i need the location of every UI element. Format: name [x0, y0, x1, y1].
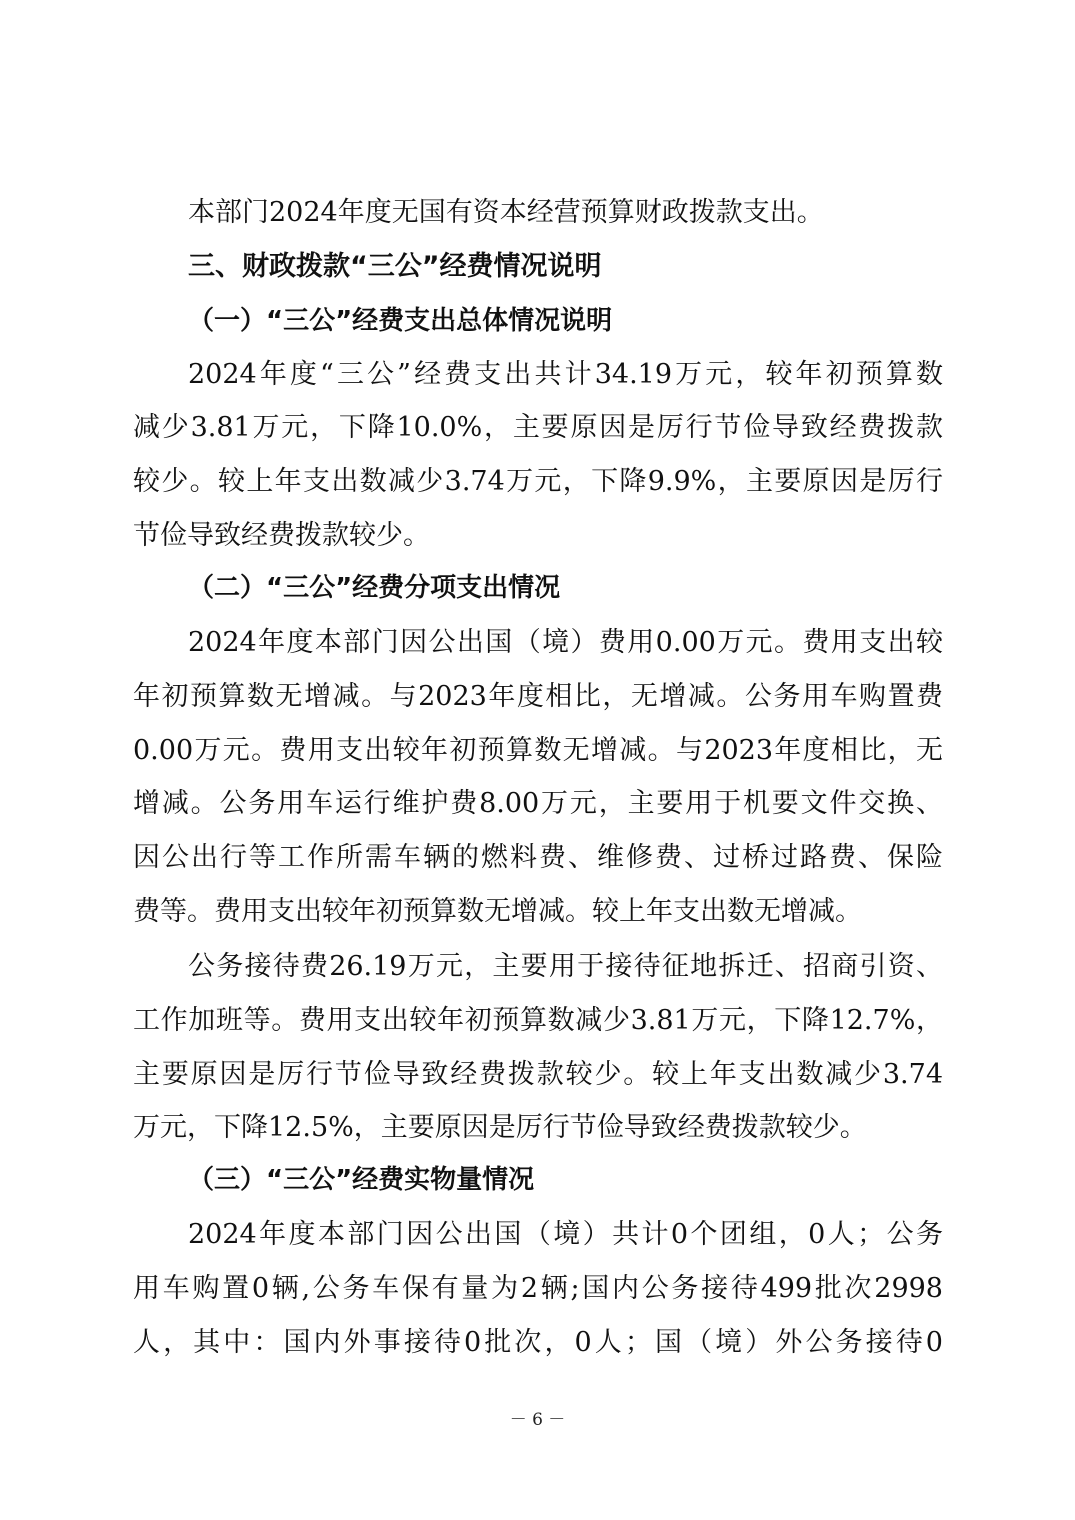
paragraph-line: 人，其中：国内外事接待0批次，0人；国（境）外公务接待0 [133, 1327, 943, 1358]
paragraph-line: 节俭导致经费拨款较少。 [133, 520, 430, 551]
subsection-heading: （二）“三公”经费分项支出情况 [188, 573, 561, 603]
paragraph-line: 本部门2024年度无国有资本经营预算财政拨款支出。 [188, 197, 824, 228]
paragraph-line: 主要原因是厉行节俭导致经费拨款较少。较上年支出数减少3.74 [133, 1059, 943, 1090]
paragraph-line: 费等。费用支出较年初预算数无增减。较上年支出数无增减。 [133, 896, 862, 927]
paragraph-line: 2024年度本部门因公出国（境）共计0个团组，0人；公务 [188, 1219, 943, 1250]
paragraph-line: 万元，下降12.5%，主要原因是厉行节俭导致经费拨款较少。 [133, 1112, 867, 1143]
paragraph-line: 公务接待费26.19万元，主要用于接待征地拆迁、招商引资、 [188, 951, 943, 982]
paragraph-line: 因公出行等工作所需车辆的燃料费、维修费、过桥过路费、保险 [133, 842, 943, 873]
paragraph-line: 年初预算数无增减。与2023年度相比，无增减。公务用车购置费 [133, 681, 943, 712]
subsection-heading: （一）“三公”经费支出总体情况说明 [188, 306, 613, 336]
page-number: － 6 － [509, 1410, 566, 1430]
subsection-heading: （三）“三公”经费实物量情况 [188, 1165, 535, 1195]
section-heading: 三、财政拨款“三公”经费情况说明 [188, 251, 602, 282]
paragraph-line: 增减。公务用车运行维护费8.00万元，主要用于机要文件交换、 [133, 788, 943, 819]
paragraph-line: 0.00万元。费用支出较年初预算数无增减。与2023年度相比，无 [133, 735, 943, 766]
paragraph-line: 2024年度本部门因公出国（境）费用0.00万元。费用支出较 [188, 627, 943, 658]
paragraph-line: 2024年度“三公”经费支出共计34.19万元，较年初预算数 [188, 359, 943, 390]
paragraph-line: 用车购置0辆,公务车保有量为2辆;国内公务接待499批次2998 [133, 1273, 943, 1304]
paragraph-line: 工作加班等。费用支出较年初预算数减少3.81万元，下降12.7%， [133, 1005, 943, 1036]
paragraph-line: 减少3.81万元，下降10.0%，主要原因是厉行节俭导致经费拨款 [133, 412, 943, 443]
paragraph-line: 较少。较上年支出数减少3.74万元，下降9.9%，主要原因是厉行 [133, 466, 943, 497]
